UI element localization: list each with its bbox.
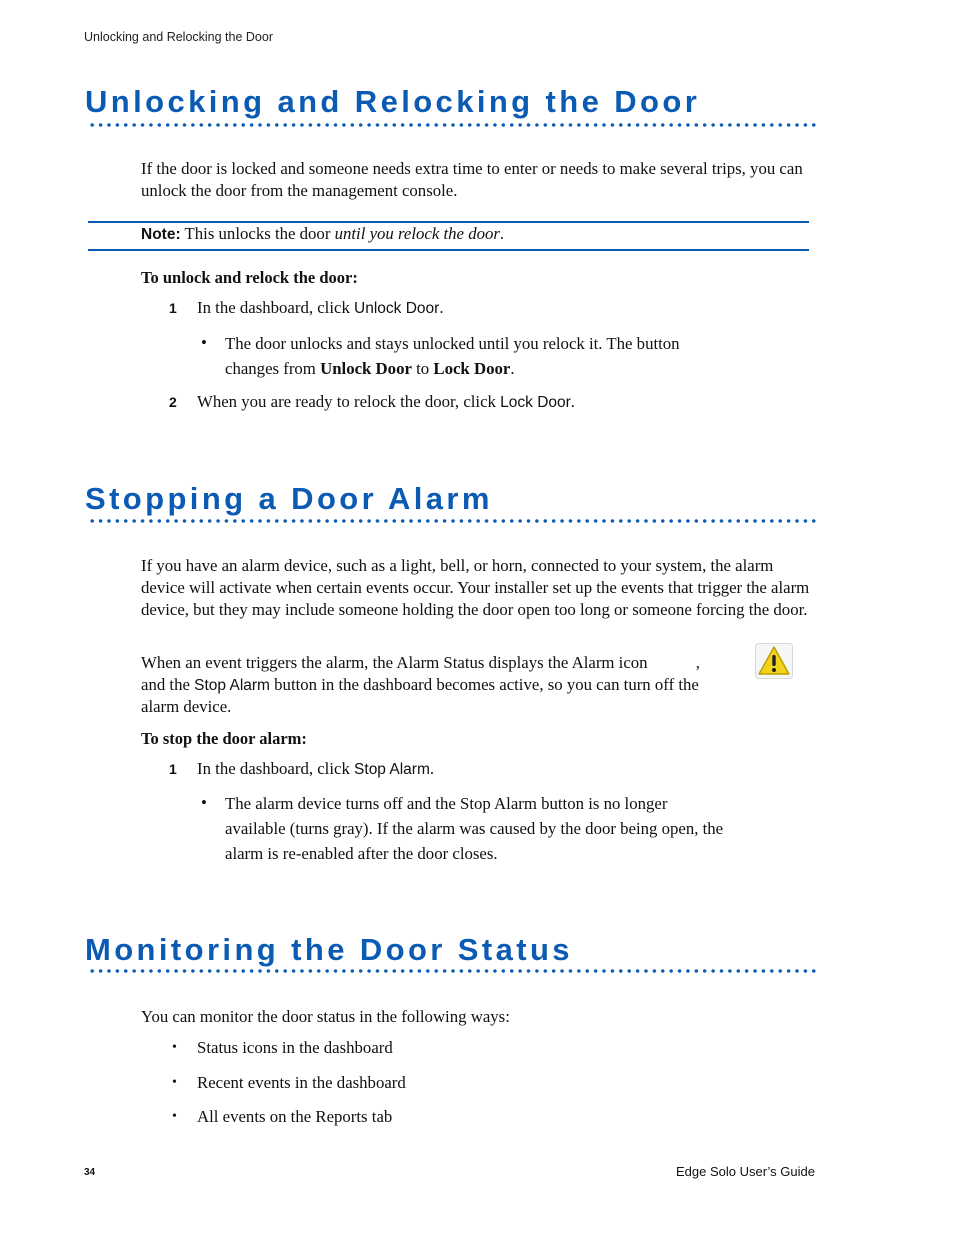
alarm-line1-end: ,	[695, 653, 700, 672]
note-emphasis: until you relock the door	[334, 224, 500, 243]
sub-bullet: •	[201, 333, 207, 352]
note-bottom-rule	[88, 249, 809, 251]
section2-intro: If you have an alarm device, such as a light, bell, or horn, connected to your system, the alarm device will activate when certain events occur. Your installer set up the events that trigger the alarm device, but they may include someone holding the door open too long or someone forcing the door.	[141, 556, 810, 619]
warning-triangle-icon	[755, 643, 793, 679]
sub-bullet-text	[225, 791, 825, 866]
sub-bullet-line2	[225, 356, 825, 381]
note-end: .	[499, 224, 505, 243]
note-label: Note:	[141, 226, 181, 243]
procedure-heading-stop-alarm: To stop the door alarm:	[141, 729, 307, 748]
section-title-monitoring: Monitoring the Door Status	[85, 932, 573, 967]
alarm-line2-end: button in the dashboard becomes active, so you can turn off the	[274, 674, 699, 694]
from-label: Unlock Door	[320, 359, 412, 378]
step-end: .	[570, 392, 575, 411]
section1-intro: If the door is locked and someone needs extra time to enter or needs to make several trips, you can unlock the door from the management console.	[141, 159, 803, 200]
alarm-paragraph-line3: alarm device.	[141, 697, 232, 716]
sub-bullet-line1: The alarm device turns off and the Stop Alarm button is no longer	[225, 794, 668, 813]
step-number: 2	[169, 394, 177, 410]
step-text-body: In the dashboard, click	[197, 298, 350, 317]
procedure-heading-unlock: To unlock and relock the door:	[141, 268, 358, 287]
alarm-paragraph	[141, 652, 821, 718]
step-number: 1	[169, 300, 177, 316]
step-end: .	[439, 298, 444, 317]
note-top-rule	[88, 221, 809, 223]
ui-label-lock-door: Lock Door	[500, 394, 571, 411]
list-item: Status icons in the dashboard	[197, 1038, 393, 1057]
step-end: .	[429, 759, 435, 778]
running-head: Unlocking and Relocking the Door	[84, 30, 273, 44]
line2-mid: to	[416, 359, 430, 378]
section3-intro: You can monitor the door status in the following ways:	[141, 1007, 510, 1026]
step-text	[197, 759, 434, 779]
list-bullet: •	[172, 1075, 177, 1090]
note	[141, 224, 504, 244]
step-text	[197, 392, 575, 412]
line2-end: .	[510, 359, 515, 378]
alarm-paragraph-line2	[141, 674, 821, 697]
list-item: Recent events in the dashboard	[197, 1073, 406, 1092]
step-text	[197, 298, 444, 318]
ui-label-stop-alarm: Stop Alarm	[354, 761, 430, 778]
heading-dotted-rule	[88, 122, 816, 128]
section-title-stopping-alarm: Stopping a Door Alarm	[85, 481, 493, 516]
list-item: All events on the Reports tab	[197, 1107, 393, 1126]
section-title-unlocking: Unlocking and Relocking the Door	[85, 84, 701, 119]
ui-label-stop-alarm: Stop Alarm	[194, 676, 270, 694]
sub-bullet-line1: The door unlocks and stays unlocked until you relock it. The button	[225, 334, 680, 353]
alarm-line2-start: and the	[141, 674, 190, 694]
note-text: This unlocks the door	[184, 224, 331, 243]
alarm-line1-text: When an event triggers the alarm, the Alarm Status displays the Alarm icon	[141, 653, 648, 672]
sub-bullet: •	[201, 793, 207, 812]
guide-title: Edge Solo User’s Guide	[676, 1164, 815, 1179]
heading-dotted-rule	[88, 518, 816, 524]
sub-bullet-line3: alarm is re-enabled after the door closes.	[225, 844, 498, 863]
page-number: 34	[84, 1167, 96, 1178]
to-label: Lock Door	[433, 359, 511, 378]
ui-label-unlock-door: Unlock Door	[354, 300, 440, 317]
heading-dotted-rule	[88, 968, 816, 974]
sub-bullet-line2: available (turns gray). If the alarm was caused by the door being open, the	[225, 819, 724, 838]
list-bullet: •	[172, 1109, 177, 1124]
step-text-body: In the dashboard, click	[197, 759, 350, 778]
list-bullet: •	[172, 1040, 177, 1055]
step-text-body: When you are ready to relock the door, click	[197, 392, 496, 411]
line2-start: changes from	[225, 359, 316, 378]
step-number: 1	[169, 761, 177, 777]
sub-bullet-text	[225, 331, 825, 381]
alarm-paragraph-line1	[141, 652, 821, 674]
